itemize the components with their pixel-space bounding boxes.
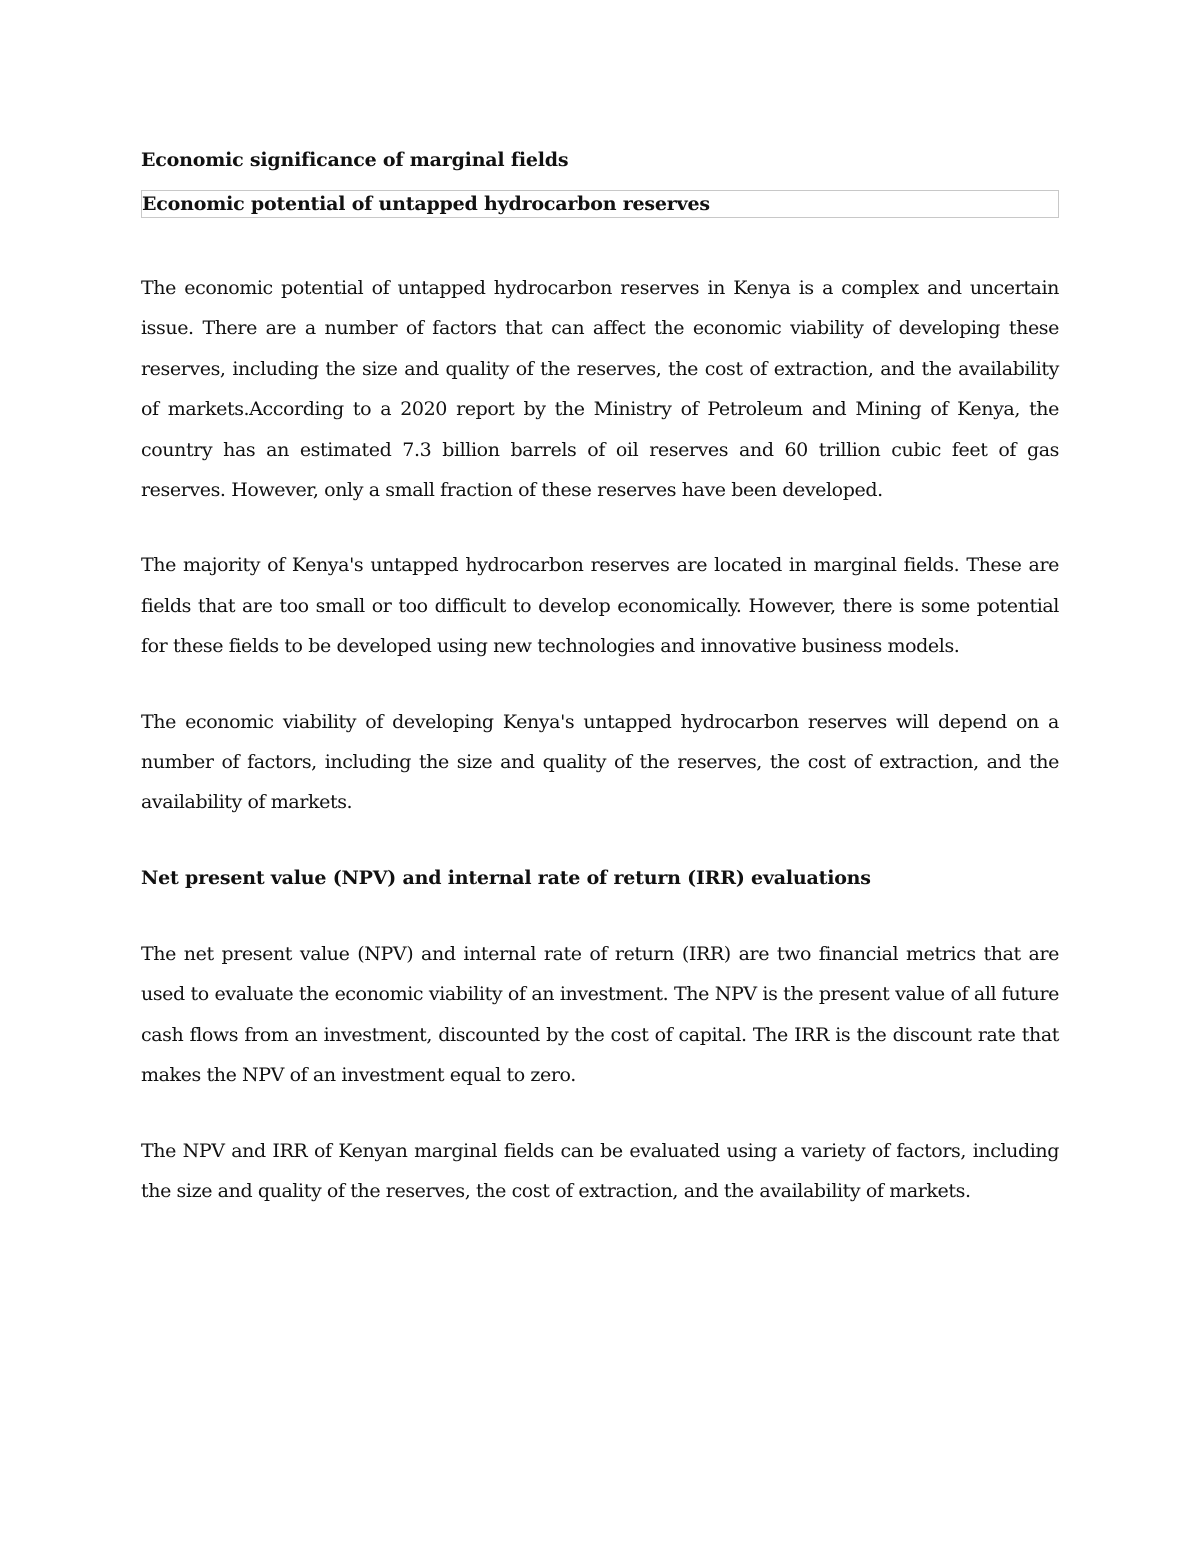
section-heading-npv-irr: Net present value (NPV) and internal rate of return (IRR) evaluations — [141, 866, 871, 889]
document-title: Economic significance of marginal fields — [141, 149, 569, 171]
paragraph-npv-irr-1: The net present value (NPV) and internal rate of return (IRR) are two financial metrics that are used to evaluate the economic viability of an investment. The NPV is the present value of all future cash flows from an investment, discounted by the cost of capital. The IRR is the discount rate that makes the NPV of an investment equal to zero. — [141, 942, 1059, 1087]
paragraph-untapped-reserves-3: The economic viability of developing Kenya's untapped hydrocarbon reserves will depend on a number of factors, including the size and quality of the reserves, the cost of extraction, and the availability of markets. — [141, 710, 1059, 814]
paragraph-npv-irr-2: The NPV and IRR of Kenyan marginal fields can be evaluated using a variety of factors, including the size and quality of the reserves, the cost of extraction, and the availability of markets. — [141, 1139, 1059, 1202]
paragraph-untapped-reserves-2: The majority of Kenya's untapped hydrocarbon reserves are located in marginal fields. These are fields that are too small or too difficult to develop economically. However, there is some potential for these fields to be developed using new technologies and innovative business models. — [141, 554, 1059, 658]
paragraph-untapped-reserves-1: The economic potential of untapped hydrocarbon reserves in Kenya is a complex and uncertain issue. There are a number of factors that can affect the economic viability of developing these reserves, including the size and quality of the reserves, the cost of extraction, and the availability of markets.According to a 2020 report by the Ministry of Petroleum and Mining of Kenya, the country has an estimated 7.3 billion barrels of oil reserves and 60 trillion cubic feet of gas reserves. However, only a small fraction of these reserves have been developed. — [141, 277, 1059, 502]
document-body — [141, 140, 1059, 1246]
section-heading-untapped-reserves: Economic potential of untapped hydrocarbon reserves — [141, 190, 1059, 218]
